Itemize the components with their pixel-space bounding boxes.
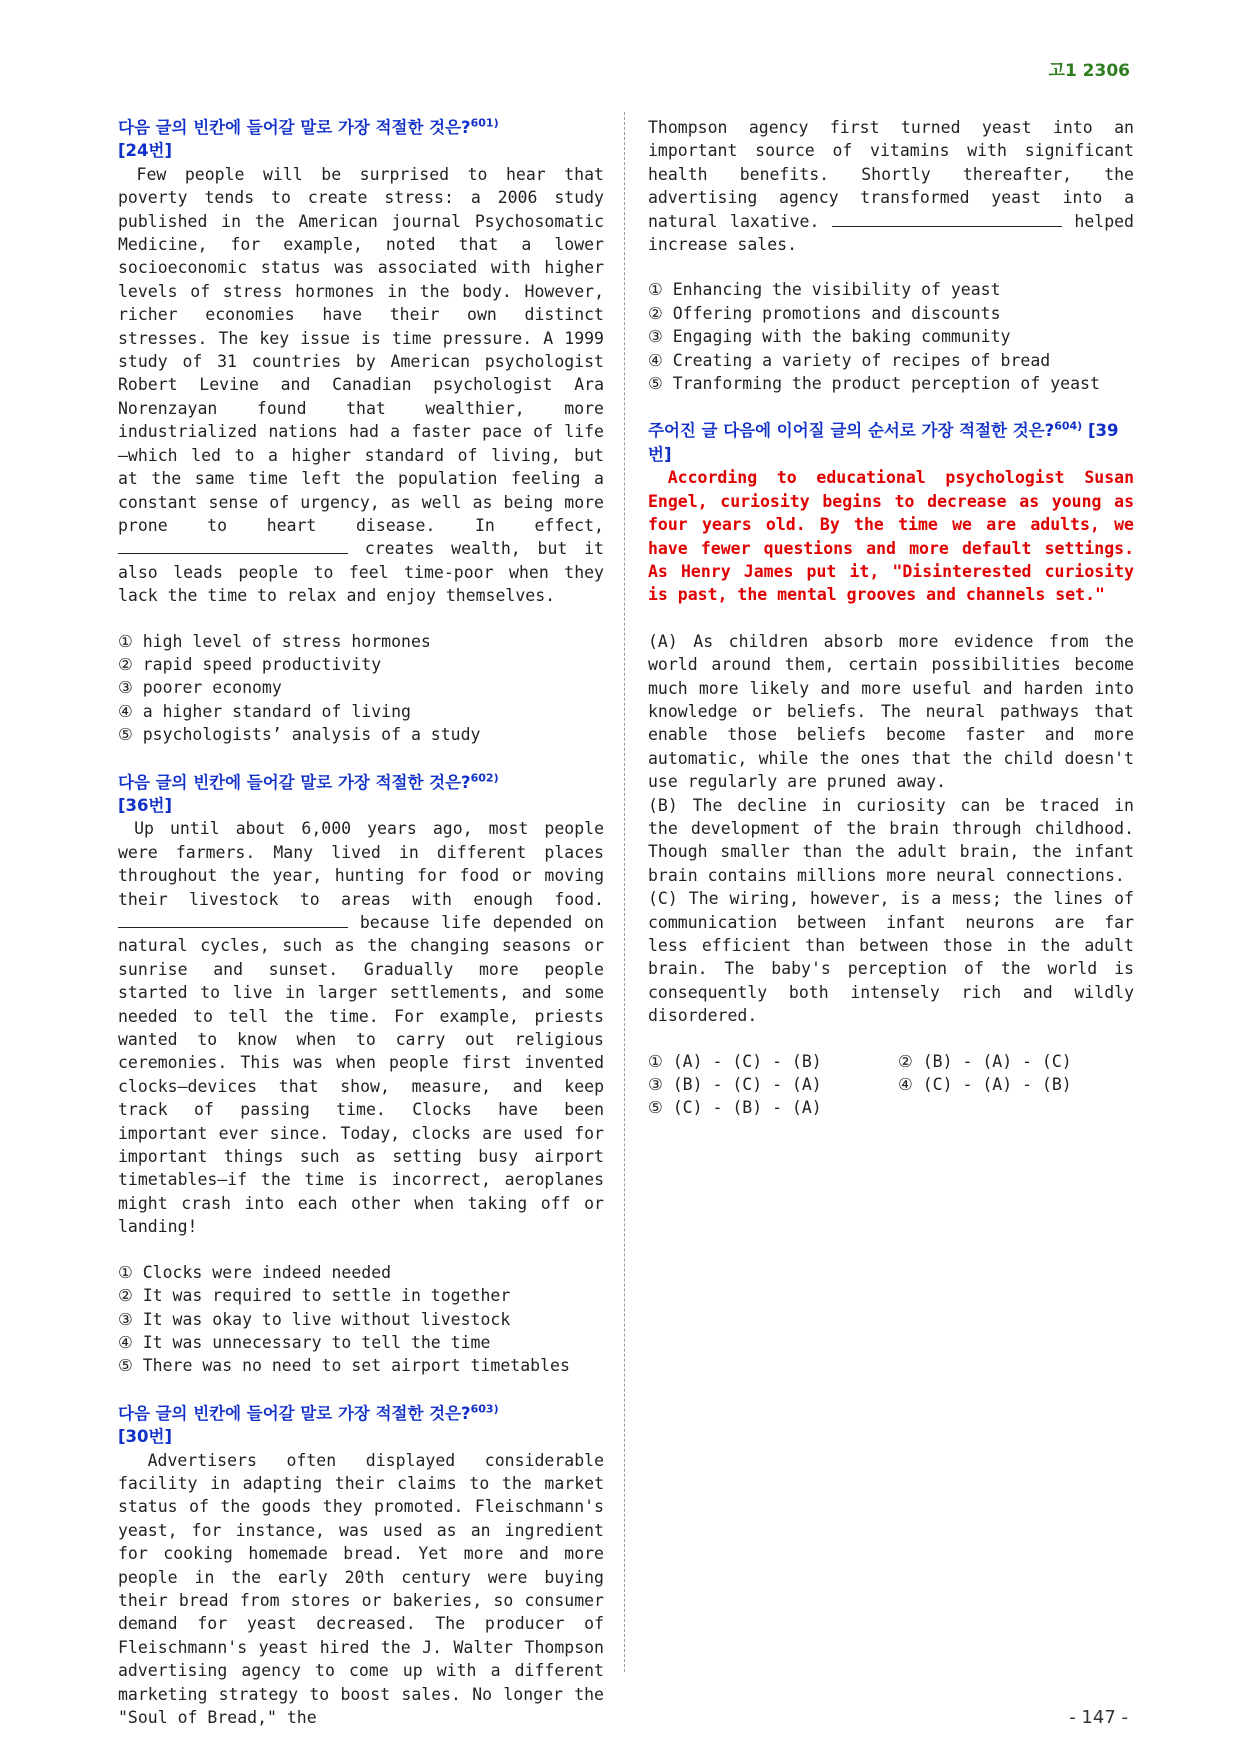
answer-options: [118, 630, 604, 747]
question-603: [118, 1402, 614, 1730]
option-1[interactable]: ① Clocks were indeed needed: [118, 1262, 392, 1282]
option-3[interactable]: ③ Engaging with the baking community: [648, 327, 1011, 347]
question-number: [30번]: [118, 1427, 172, 1447]
option-2[interactable]: ② rapid speed productivity: [118, 654, 382, 674]
option-2[interactable]: ② It was required to settle in together: [118, 1286, 511, 1306]
question-title: 주어진 글 다음에 이어질 글의 순서로 가장 적절한 것은?$^{604)}$ [39번]: [648, 419, 1119, 464]
question-title: 다음 글의 빈칸에 들어갈 말로 가장 적절한 것은?$^{602)}$ [36번]: [118, 771, 604, 818]
answer-options: [118, 1261, 604, 1378]
paragraph-a: (A) As children absorb more evidence from the world around them, certain possibilities become much more likely and more useful and harden into knowledge or beliefs. The neural pathways that enable those beliefs become faster and more automatic, while the ones that the child doesn't use regularly are pruned away.: [648, 631, 1144, 792]
passage: Thompson agency first turned yeast into an important source of vitamins with significant health benefits. Shortly thereafter, the advertising agency transformed yeast into a natural laxative. helped increase sales.: [648, 118, 1144, 255]
option-1[interactable]: ① high level of stress hormones: [118, 631, 431, 651]
option-5[interactable]: ⑤ (C) - (B) - (A): [648, 1098, 822, 1118]
option-5[interactable]: ⑤ Tranforming the product perception of yeast: [648, 374, 1100, 394]
column-divider: [624, 112, 625, 1672]
option-2[interactable]: ② Offering promotions and discounts: [648, 303, 1001, 323]
option-4[interactable]: ④ Creating a variety of recipes of bread: [648, 350, 1051, 370]
answer-blank: [118, 913, 348, 928]
answer-options: [648, 1050, 1134, 1120]
question-604: [648, 419, 1144, 1119]
option-3[interactable]: ③ poorer economy: [118, 678, 282, 698]
given-passage: According to educational psychologist Susan Engel, curiosity begins to decrease as young as four years old. By the time we are adults, we have fewer questions and more default settings. As Henry James put it, "Disinterested curiosity is past, the mental grooves and channels set.": [648, 468, 1144, 605]
option-1[interactable]: ① Enhancing the visibility of yeast: [648, 280, 1001, 300]
option-4[interactable]: ④ It was unnecessary to tell the time: [118, 1332, 491, 1352]
question-601: [118, 116, 614, 747]
page-code: 고1 2306: [1048, 61, 1130, 81]
paragraph-b: (B) The decline in curiosity can be traced in the development of the brain through childhood. Though smaller than the adult brain, the infant brain contains millions more neural connections.: [648, 795, 1144, 885]
passage: Few people will be surprised to hear that poverty tends to create stress: a 2006 study published in the American journal Psychosomatic Medicine, for example, noted that a lower socioeconomic status was associated with higher levels of stress hormones in the body. However, richer economies have their own distinct stresses. The key issue is time pressure. A 1999 study of 31 countries by American psychologist Robert Levine and Canadian psychologist Ara Norenzayan found that wealthier, more industrialized nations had a faster pace of life—which led to a higher standard of living, but at the same time left the population feeling a constant sense of urgency, as well as being more prone to heart disease. In effect, creates wealth, but it also leads people to feel time-poor when they lack the time to relax and enjoy themselves.: [118, 164, 614, 606]
right-column: [648, 116, 1144, 1120]
option-5[interactable]: ⑤ There was no need to set airport timetables: [118, 1356, 570, 1376]
paragraph-c: (C) The wiring, however, is a mess; the lines of communication between infant neurons are far less efficient than between those in the adult brain. The baby's perception of the world is consequently both intensely rich and wildly disordered.: [648, 889, 1144, 1026]
option-2[interactable]: ② (B) - (A) - (C): [898, 1051, 1072, 1071]
option-4[interactable]: ④ a higher standard of living: [118, 701, 411, 721]
question-number: [24번]: [118, 141, 172, 161]
answer-options: [648, 278, 1134, 395]
answer-blank: [118, 539, 348, 554]
question-title: 다음 글의 빈칸에 들어갈 말로 가장 적절한 것은?$^{603)}$ [30번]: [118, 1402, 604, 1449]
left-column: [118, 116, 614, 1729]
question-603-continued: [648, 116, 1144, 395]
passage: Advertisers often displayed considerable facility in adapting their claims to the market status of the goods they promoted. Fleischmann's yeast, for instance, was used as an ingredient for cooking homemade bread. Yet more and more people in the early 20th century were buying their bread from stores or bakeries, so consumer demand for yeast decreased. The producer of Fleischmann's yeast hired the J. Walter Thompson advertising agency to come up with a different marketing strategy to boost sales. No longer the "Soul of Bread," the: [118, 1450, 614, 1727]
passage: Up until about 6,000 years ago, most people were farmers. Many lived in different places throughout the year, hunting for food or moving their livestock to areas with enough food. because life depended on natural cycles, such as the changing seasons or sunrise and sunset. Gradually more people started to live in larger settlements, and some needed to tell the time. For example, priests wanted to know when to carry out religious ceremonies. This was when people first invented clocks—devices that show, measure, and keep track of passing time. Clocks have been important ever since. Today, clocks are used for important things such as setting busy airport timetables—if the time is incorrect, aeroplanes might crash into each other when taking off or landing!: [118, 819, 614, 1237]
question-number: [39번]: [648, 421, 1119, 464]
page-number: - 147 -: [1069, 1707, 1128, 1728]
option-1[interactable]: ① (A) - (C) - (B): [648, 1051, 822, 1071]
option-3[interactable]: ③ It was okay to live without livestock: [118, 1309, 511, 1329]
answer-blank: [832, 212, 1062, 227]
question-title: 다음 글의 빈칸에 들어갈 말로 가장 적절한 것은?$^{601)}$ [24번]: [118, 116, 604, 163]
option-3[interactable]: ③ (B) - (C) - (A): [648, 1075, 822, 1095]
option-4[interactable]: ④ (C) - (A) - (B): [898, 1075, 1072, 1095]
option-5[interactable]: ⑤ psychologists’ analysis of a study: [118, 725, 481, 745]
question-602: [118, 771, 614, 1378]
question-number: [36번]: [118, 795, 172, 815]
